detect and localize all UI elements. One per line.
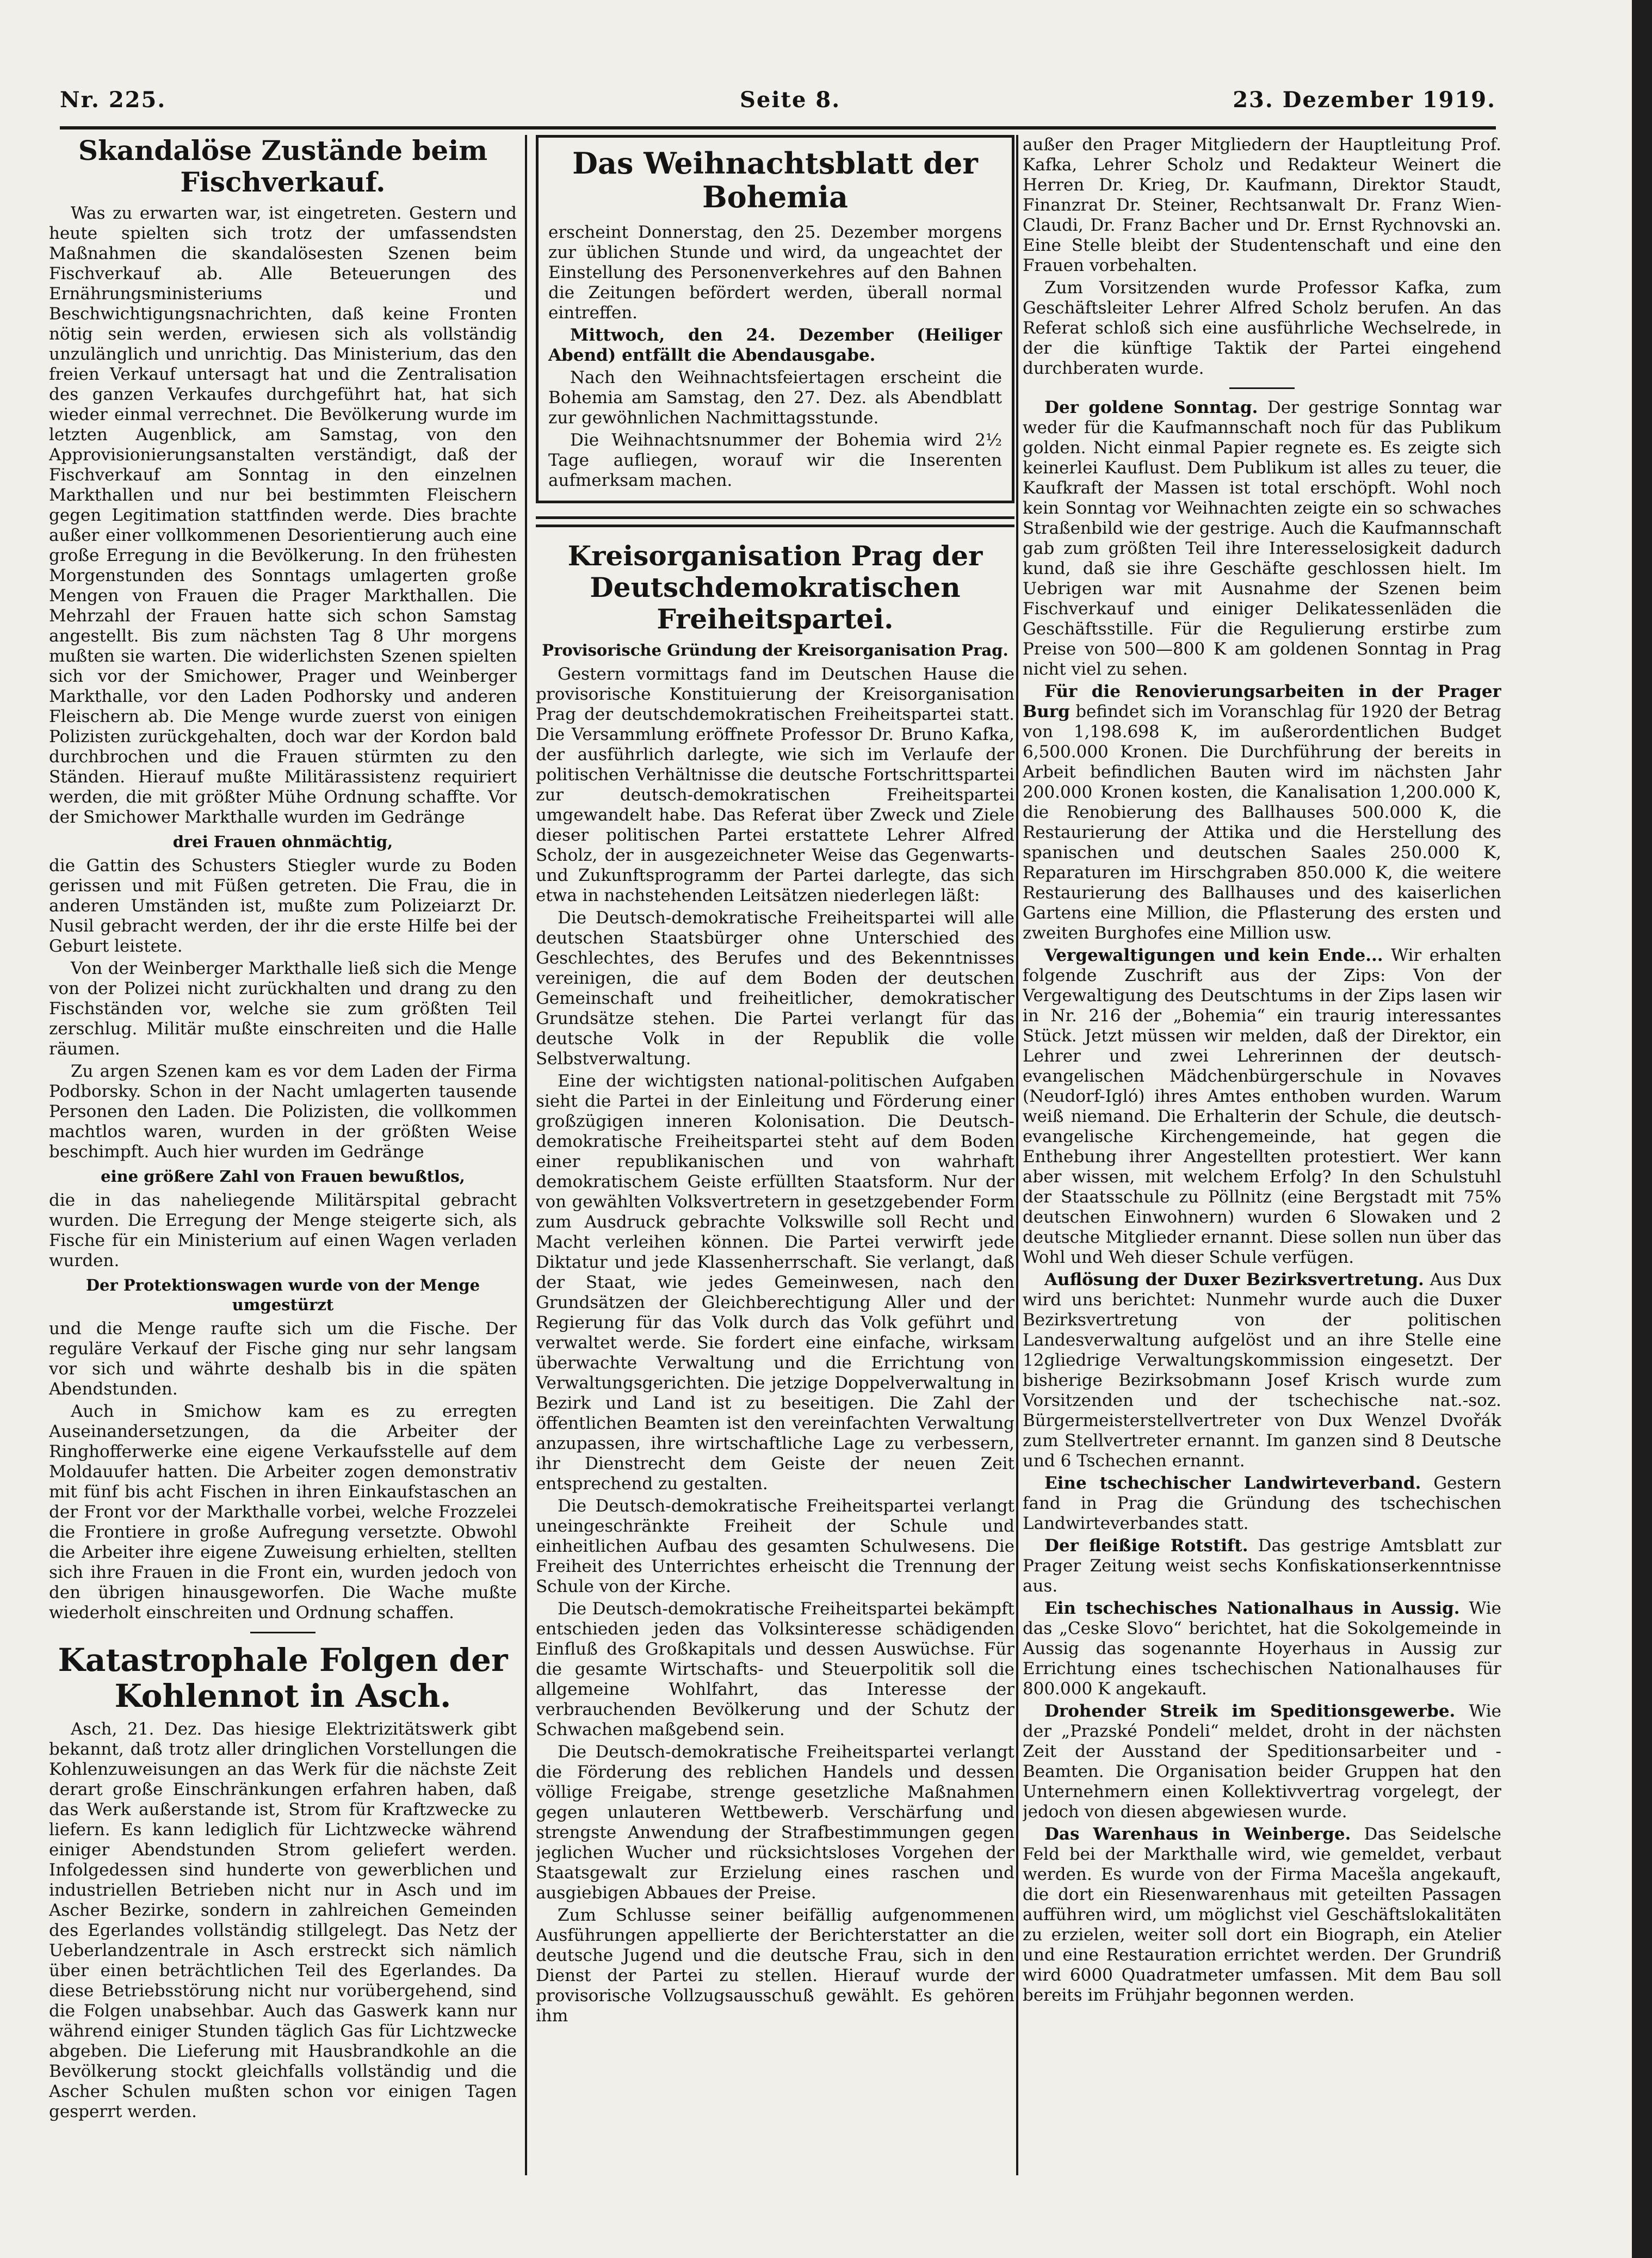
issue-date: 23. Dezember 1919. <box>1233 87 1496 113</box>
news-item-text: Aus Dux wird uns berichtet: Nunmehr wurde auch die Duxer Bezirksvertretung von der politischen Landesverwaltung aufgelöst und an ihre Stelle eine 12gliedrige Verwaltungskommission eingesetzt. Der bisherige Bezirksobmann Josef Krisch wurde zum Vorsitzenden und der tschechische nat.-soz. Bürgermeisterstellvertreter von Dux Wenzel Dvořák zum Stellvertreter ernannt. Im ganzen sind 8 Deutsche und 6 Tschechen ernannt. <box>1023 1270 1501 1471</box>
article-fischverkauf <box>49 135 517 1623</box>
scan-edge <box>1632 0 1652 2258</box>
paragraph: Die Deutsch-demokratische Freiheitspartei verlangt uneingeschränkte Freiheit der Schule und einheitlichen Aufbau des gesamten Schulwesens. Die Freiheit des Unterrichtes erheischt die Trennung der Schule von der Kirche. <box>536 1496 1014 1596</box>
paragraph: außer den Prager Mitgliedern der Hauptleitung Prof. Kafka, Lehrer Scholz und Redakteur Weinert die Herren Dr. Krieg, Dr. Kaufmann, Direktor Staudt, Finanzrat Dr. Steiner, Rechtsanwalt Dr. Franz Wien-Claudi, Dr. Franz Bacher und Dr. Ernst Rychnovski an. Eine Stelle bleibt der Studentenschaft und eine den Frauen vorbehalten. <box>1023 135 1501 275</box>
page-header <box>60 82 1496 125</box>
paragraph: die in das naheliegende Militärspital gebracht wurden. Die Erregung der Menge steigerte sich, als Fische für ein Ministerium auf einen Wagen verladen wurden. <box>49 1190 517 1270</box>
news-item-text: Gestern fand in Prag die Gründung des tschechischen Landwirteverbandes statt. <box>1023 1473 1501 1533</box>
news-item <box>1023 1270 1501 1471</box>
page-number: Seite 8. <box>740 87 841 113</box>
news-item-text: Wie das „Ceske Slovo“ berichtet, hat die Sokolgemeinde in Aussig das sogenannte Hoyerhaus in Aussig zur Errichtung eines tschechischen Nationalhauses für 800.000 K angekauft. <box>1023 1599 1501 1699</box>
announcement-box <box>536 135 1014 503</box>
paragraph: Die Deutsch-demokratische Freiheitspartei will alle deutschen Staatsbürger ohne Unterschied des Geschlechtes, des Berufes und des Bekenntnisses vereinigen, die auf dem Boden der deutschen Gemeinschaft und freiheitlicher, demokratischer Grundsätze stehen. Die Partei verlangt für das deutsche Volk in der Republik die volle Selbstverwaltung. <box>536 908 1014 1069</box>
paragraph: erscheint Donnerstag, den 25. Dezember morgens zur üblichen Stunde und wird, da ungeachtet der Einstellung des Personenverkehres auf den Bahnen die Zeitungen befördert werden, überall normal eintreffen. <box>548 223 1002 323</box>
news-item-lead: Drohender Streik im Speditionsgewerbe. <box>1044 1701 1456 1721</box>
subheading: Der Protektionswagen wurde von der Menge umgestürzt <box>85 1276 480 1314</box>
paragraph: Zum Vorsitzenden wurde Professor Kafka, zum Geschäftsleiter Lehrer Alfred Scholz berufen. An das Referat schloß sich eine ausführliche Wechselrede, in der die künftige Taktik der Partei eingehend durchberaten wurde. <box>1023 278 1501 378</box>
news-item-text: Das gestrige Amtsblatt zur Prager Zeitung weist sechs Konfiskationserkenntnisse aus. <box>1023 1536 1501 1596</box>
paragraph: Mittwoch, den 24. Dezember (Heiliger Abend) entfällt die Abendausgabe. <box>548 325 1002 365</box>
paragraph: Die Weihnachtsnummer der Bohemia wird 2½ Tage aufliegen, worauf wir die Inserenten aufmerksam machen. <box>548 430 1002 490</box>
paragraph: Auch in Smichow kam es zu erregten Auseinandersetzungen, da die Arbeiter der Ringhofferwerke eine eigene Verkaufsstelle auf dem Moldauufer hatten. Die Arbeiter zogen demonstrativ mit fünf bis acht Fischen in ihren Einkaufstaschen an der Front vor der Markthalle vorbei, welche Frozzelei die Frontiere in große Aufregung versetzte. Obwohl die Arbeiter ihre eigene Zuweisung erhielten, stellten sich ihre Frauen in die Front ein, wurden jedoch von den übrigen hinausgeworfen. Die Wache mußte wiederholt einschreiten und Ordnung schaffen. <box>49 1402 517 1622</box>
article-subtitle: Provisorische Gründung der Kreisorganisation Prag. <box>542 641 1008 659</box>
news-item-lead: Das Warenhaus in Weinberge. <box>1044 1824 1351 1844</box>
paragraph: Was zu erwarten war, ist eingetreten. Gestern und heute spielten sich trotz der umfassendsten Maßnahmen die skandalösesten Szenen beim Fischverkauf ab. Alle Beteuerungen des Ernährungsministeriums und Beschwichtigungsnachrichten, daß keine Fronten nötig sein werden, erwiesen sich als vollständig unzulänglich und unrichtig. Das Ministerium, das den freien Verkauf untersagt hat und die Zentralisation des ganzen Verkaufes durchgeführt hat, hat sich wieder einmal verrechnet. Die Bevölkerung wurde im letzten Augenblick, am Samstag, von den Approvisionierungsanstalten verständigt, daß der Fischverkauf am Sonntag in den einzelnen Markthallen und nur bei bestimmten Fleischern gegen Legitimation stattfinden werde. Dies brachte außer einer vollkommenen Desorientierung auch eine große Erregung in die Bevölkerung. In den frühesten Morgenstunden des Sonntags umlagerten große Mengen von Frauen die Prager Markthallen. Die Mehrzahl der Frauen hatte sich schon Samstag angestellt. Bis zum nächsten Tag 8 Uhr morgens mußten sie warten. Die widerlichsten Szenen spielten sich vor der Smichower, Prager und Weinberger Markthalle, vor den Laden Podhorsky und anderen Fleischern ab. Die Menge wurde zuerst von einigen Polizisten zurückgehalten, doch war der Kordon bald durchbrochen und die Frauen stürmten zu den Ständen. Hierauf mußte Militärassistenz requiriert werden, die mit größter Mühe Ordnung schaffte. Vor der Smichower Markthalle wurden im Gedränge <box>49 203 517 827</box>
announcement-title: Das Weihnachtsblatt der Bohemia <box>572 146 978 214</box>
article-separator <box>250 1632 315 1633</box>
column-2 <box>536 135 1014 2175</box>
subheading: drei Frauen ohnmächtig, <box>172 832 393 851</box>
column-divider <box>525 135 527 2175</box>
paragraph: die Gattin des Schusters Stiegler wurde zu Boden gerissen und mit Füßen getreten. Die Frau, die in anderen Umständen ist, mußte zum Polizeiarzt Dr. Nusil gebracht werden, der ihr die erste Hilfe bei der Geburt leistete. <box>49 856 517 956</box>
news-item-lead: Für die Renovierungsarbeiten in der Prager Burg <box>1023 682 1501 721</box>
news-item <box>1023 1473 1501 1534</box>
double-rule <box>536 516 1014 527</box>
news-item-lead: Ein tschechisches Nationalhaus in Aussig. <box>1044 1599 1460 1618</box>
article-title: Katastrophale Folgen der Kohlennot in Asch. <box>58 1642 508 1714</box>
paragraph: und die Menge raufte sich um die Fische. Der reguläre Verkauf der Fische ging nur sehr langsam vor sich und währte deshalb bis in die späten Abendstunden. <box>49 1319 517 1399</box>
paragraph: Nach den Weihnachtsfeiertagen erscheint die Bohemia am Samstag, den 27. Dez. als Abendblatt zur gewöhnlichen Nachmittagsstunde. <box>548 368 1002 428</box>
news-item <box>1023 398 1501 680</box>
paragraph: Zum Schlusse seiner beifällig aufgenommenen Ausführungen appellierte der Berichterstatter an die deutsche Jugend und die deutsche Frau, sich in den Dienst der Partei zu stellen. Hierauf wurde der provisorische Vollzugsausschuß gewählt. Es gehören ihm <box>536 1905 1014 2026</box>
news-item <box>1023 946 1501 1268</box>
article-title: Skandalöse Zustände beim Fischverkauf. <box>78 135 488 198</box>
news-item <box>1023 1599 1501 1699</box>
news-item <box>1023 1701 1501 1822</box>
article-title: Kreisorganisation Prag der Deutschdemokratischen Freiheitspartei. <box>567 540 983 635</box>
news-item-lead: Der goldene Sonntag. <box>1044 398 1258 417</box>
column-divider <box>1016 135 1018 2175</box>
article-kohlennot <box>49 1642 517 2122</box>
article-separator <box>1229 387 1295 389</box>
news-item-text: Wir erhalten folgende Zuschrift aus der Zips: Von der Vergewaltigung des Deutschtums in der Zips lasen wir in Nr. 216 der „Bohemia“ ein traurig interessantes Stück. Jetzt müssen wir melden, daß der Direktor, ein Lehrer und zwei Lehrerinnen der deutsch-evangelischen Mädchenbürgerschule in Novaves (Neudorf-Igló) ihres Amtes enthoben wurden. Warum weiß niemand. Die Erhalterin der Schule, die deutsch-evangelische Kirchengemeinde, hat gegen die Enthebung ihrer Angestellten protestiert. Wer kann aber wissen, mit welchem Erfolg? In den Schulstuhl der Staatsschule zu Pöllnitz (eine Bergstadt mit 75% deutschen Einwohnern) wurden 6 Slowaken und 2 deutsche Mitglieder ernannt. Diese sollen nun über das Wohl und Weh dieser Schule verfügen. <box>1023 946 1501 1267</box>
news-item <box>1023 1536 1501 1596</box>
news-item-text: Wie der „Prazské Pondeli“ meldet, droht in der nächsten Zeit der Ausstand der Speditionsarbeiter und -Beamten. Die Organisation beider Gruppen hat den Unternehmern einen Kollektivvertrag vorgelegt, der jedoch von diesen abgewiesen wurde. <box>1023 1701 1501 1822</box>
news-item-lead: Der fleißige Rotstift. <box>1044 1536 1248 1556</box>
paragraph: Zu argen Szenen kam es vor dem Laden der Firma Podborsky. Schon in der Nacht umlagerten tausende Personen den Laden. Die Polizisten, die vollkommen machtlos waren, wurden in der größten Weise beschimpft. Auch hier wurden im Gedränge <box>49 1062 517 1162</box>
header-rule <box>60 126 1496 129</box>
news-item <box>1023 1824 1501 2006</box>
news-item-lead: Eine tschechischer Landwirteverband. <box>1044 1473 1421 1493</box>
column-3 <box>1023 135 1501 2175</box>
news-item-text: befindet sich im Voranschlag für 1920 der Betrag von 1,198.698 K, im außerordentlichen Budget 6,500.000 Kronen. Die Durchführung der bereits in Arbeit befindlichen Bauten wird im nächsten Jahr 200.000 Kronen kosten, die Kanalisation 1,200.000 K, die Renobierung des Ballhauses 500.000 K, die Restaurierung der Attika und die Herstellung des spanischen und deutschen Saales 250.000 K, Reparaturen im Hirschgraben 850.000 K, die weitere Restaurierung des Ballhauses und des kaiserlichen Gartens eine Million, die Pflasterung des ersten und zweiten Burghofes eine Million usw. <box>1023 702 1501 943</box>
news-item-lead: Auflösung der Duxer Bezirksvertretung. <box>1044 1270 1424 1290</box>
paragraph: Gestern vormittags fand im Deutschen Hause die provisorische Konstituierung der Kreisorganisation Prag der deutschdemokratischen Freiheitspartei statt. Die Versammlung eröffnete Professor Dr. Bruno Kafka, der ausführlich darlegte, wie sich im Verlaufe der politischen Verhältnisse die deutsche Fortschrittspartei zur deutsch-demokratischen Freiheitspartei umgewandelt habe. Das Referat über Zweck und Ziele dieser politischen Partei erstattete Lehrer Alfred Scholz, der in ausgezeichneter Weise das Gegenwarts- und Zukunftsprogramm der Partei darlegte, das sich etwa in nachstehenden Leitsätzen niederlegen läßt: <box>536 664 1014 905</box>
news-item-text: Der gestrige Sonntag war weder für die Kaufmannschaft noch für das Publikum golden. Nicht einmal Papier regnete es. Es zeigte sich keinerlei Kauflust. Dem Publikum ist alles zu teuer, die Kaufkraft der Massen ist total erschöpft. Wohl noch kein Sonntag vor Weihnachten zeigte ein so schwaches Straßenbild wie der gestrige. Auch die Kaufmannschaft gab zum größten Teil ihre Interesselosigkeit dadurch kund, daß sie ihre Geschäfte geschlossen hielt. Im Uebrigen war mit Ausnahme der Szenen beim Fischverkauf und einiger Delikatessenläden die Geschäftsstille. Für die Regulierung erstirbe zum Preise von 500—800 K am goldenen Sonntag in Prag nicht viel zu sehen. <box>1023 398 1501 679</box>
paragraph: Von der Weinberger Markthalle ließ sich die Menge von der Polizei nicht zurückhalten und drang zu den Fischständen vor, welche sie zum größten Teil zerschlug. Militär mußte einschreiten und die Halle räumen. <box>49 959 517 1059</box>
news-item-text: Das Seidelsche Feld bei der Markthalle wird, wie gemeldet, verbaut werden. Es wurde von der Firma Macešla angekauft, die dort ein Riesenwarenhaus mit geteilten Passagen aufführen wird, um möglichst viel Geschäftslokalitäten zu erzielen, weiter soll dort ein Biograph, ein Atelier und eine Restauration errichtet werden. Der Grundriß wird 6000 Quadratmeter umfassen. Mit dem Bau soll bereits im Frühjahr begonnen werden. <box>1023 1824 1501 2005</box>
article-freiheitspartei <box>536 540 1014 2026</box>
paragraph: Die Deutsch-demokratische Freiheitspartei bekämpft entschieden jeden das Volksinteresse schädigenden Einfluß des Großkapitals und dessen Auswüchse. Für die gesamte Wirtschafts- und Steuerpolitik soll die allgemeine Wohlfahrt, das Interesse der verbrauchenden Bevölkerung und der Schutz der Schwachen maßgebend sein. <box>536 1599 1014 1739</box>
subheading: eine größere Zahl von Frauen bewußtlos, <box>101 1167 465 1186</box>
news-item <box>1023 682 1501 943</box>
issue-number: Nr. 225. <box>60 87 166 113</box>
paragraph: Eine der wichtigsten national-politischen Aufgaben sieht die Partei in der Einleitung und Förderung einer großzügigen inneren Kolonisation. Die Deutsch-demokratische Freiheitspartei steht auf dem Boden einer republikanischen und von wahrhaft demokratischem Geiste erfüllten Staatsform. Nur der von gewählten Volksvertretern in gesetzgebender Form zum Ausdruck gebrachte Volkswille soll Recht und Macht verleihen können. Die Partei verwirft jede Diktatur und jede Klassenherrschaft. Sie verlangt, daß der Staat, wie jedes Gemeinwesen, nach den Grundsätzen der Gleichberechtigung Aller und der Regierung für das Volk durch das Volk geführt und verwaltet werde. Sie fordert eine einfache, wirksam überwachte Verwaltung und die Errichtung von Verwaltungsgerichten. Die jetzige Doppelverwaltung in Bezirk und Land ist zu beseitigen. Die Zahl der öffentlichen Beamten ist den vereinfachten Verwaltung anzupassen, ihre wirtschaftliche Lage zu verbessern, ihr Dienstrecht dem Geiste der neuen Zeit entsprechend zu gestalten. <box>536 1071 1014 1494</box>
paragraph: Asch, 21. Dez. Das hiesige Elektrizitätswerk gibt bekannt, daß trotz aller dringlichen Vorstellungen die Kohlenzuweisungen an das Werk für die nächste Zeit derart große Einschränkungen erfahren haben, daß das Werk außerstande ist, Strom für Kraftzwecke zu liefern. Es kann lediglich für Lichtzwecke während einiger Abendstunden Strom geliefert werden. Infolgedessen sind hunderte von gewerblichen und industriellen Betrieben nicht nur in Asch und im Ascher Bezirke, sondern in zahlreichen Gemeinden des Egerlandes vollständig stillgelegt. Das Netz der Ueberlandzentrale in Asch erstreckt sich nämlich über einen beträchtlichen Teil des Egerlandes. Da diese Betriebsstörung nicht nur vorübergehend, sind die Folgen unabsehbar. Auch das Gaswerk kann nur während einiger Stunden täglich Gas für Lichtzwecke abgeben. Die Lieferung mit Hausbrandkohle an die Bevölkerung stockt gleichfalls vollständig und die Ascher Schulen mußten schon vor einigen Tagen gesperrt werden. <box>49 1719 517 2121</box>
news-item-lead: Vergewaltigungen und kein Ende... <box>1044 946 1383 965</box>
paragraph: Die Deutsch-demokratische Freiheitspartei verlangt die Förderung des reblichen Handels und dessen völlige Freigabe, strenge gesetzliche Maßnahmen gegen unlauteren Wettbewerb. Verschärfung und strengste Anwendung der Strafbestimmungen gegen jeglichen Wucher und rücksichtsloses Vorgehen der Staatsgewalt zur Erzielung eines raschen und ausgiebigen Abbaues der Preise. <box>536 1742 1014 1903</box>
column-1 <box>49 135 517 2175</box>
